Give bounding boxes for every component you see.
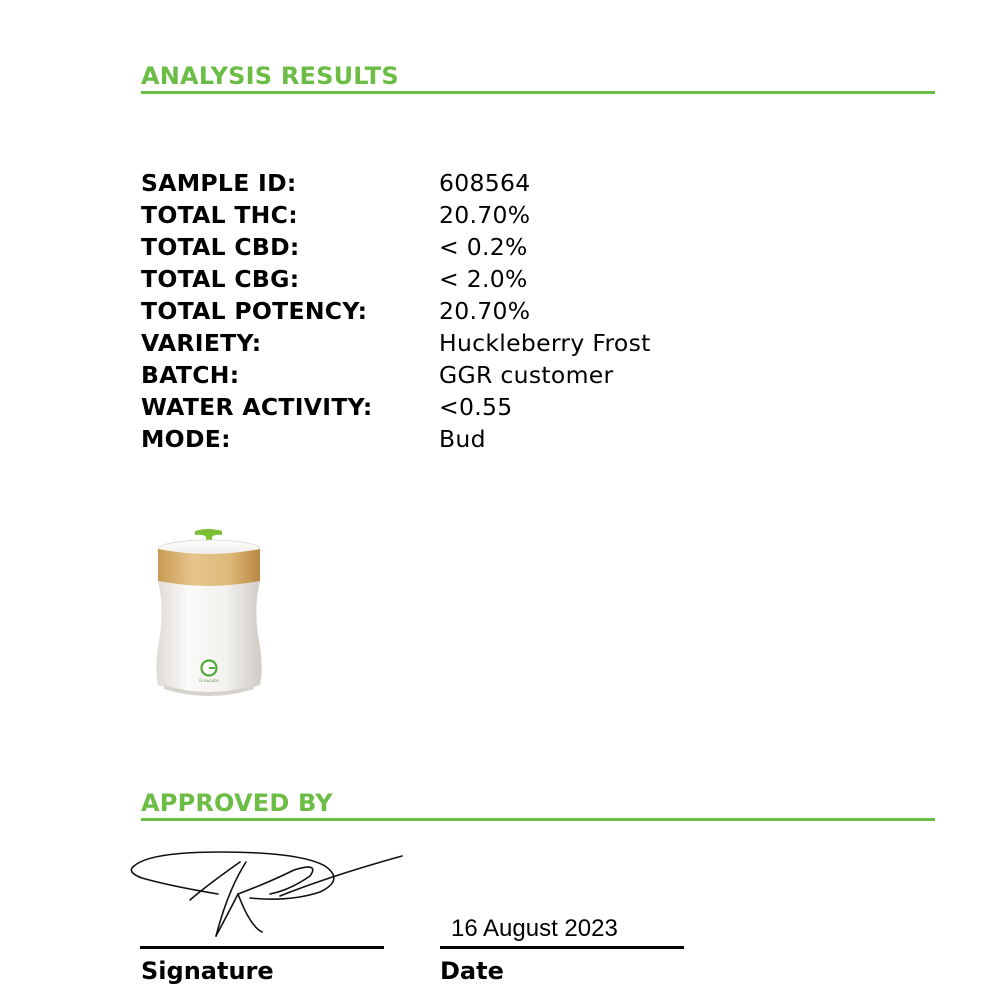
result-value: < 0.2% [439, 233, 528, 261]
result-label: TOTAL CBG: [141, 265, 300, 293]
result-label: TOTAL CBD: [141, 233, 300, 261]
result-value: Bud [439, 425, 486, 453]
signature-caption: Signature [141, 957, 274, 985]
result-label: WATER ACTIVITY: [141, 393, 373, 421]
logo-text: GrowLabs [199, 678, 219, 683]
result-row-total-potency [141, 295, 841, 327]
result-value: 20.70% [439, 297, 531, 325]
result-value: 20.70% [439, 201, 531, 229]
result-row-sample-id [141, 167, 841, 199]
result-row-total-cbg [141, 263, 841, 295]
result-value: Huckleberry Frost [439, 329, 651, 357]
result-value: <0.55 [439, 393, 513, 421]
result-label: TOTAL POTENCY: [141, 297, 368, 325]
approval-date: 16 August 2023 [451, 915, 618, 942]
result-label: VARIETY: [141, 329, 262, 357]
signature-image [120, 846, 410, 946]
result-value: GGR customer [439, 361, 614, 389]
result-row-total-thc [141, 199, 841, 231]
result-row-batch [141, 359, 841, 391]
result-row-total-cbd [141, 231, 841, 263]
result-label: TOTAL THC: [141, 201, 298, 229]
date-line [440, 946, 684, 949]
product-jar-image [150, 525, 268, 700]
result-row-water-activity [141, 391, 841, 423]
analysis-results-table [141, 167, 841, 455]
result-row-variety [141, 327, 841, 359]
result-row-mode [141, 423, 841, 455]
wood-band [158, 549, 260, 586]
result-value: 608564 [439, 169, 531, 197]
approved-by-heading: APPROVED BY [141, 789, 333, 817]
analysis-heading-rule [141, 91, 935, 94]
signature-line [140, 946, 384, 949]
result-value: < 2.0% [439, 265, 528, 293]
result-label: BATCH: [141, 361, 240, 389]
analysis-results-heading: ANALYSIS RESULTS [141, 62, 399, 90]
approved-heading-rule [141, 818, 935, 821]
result-label: SAMPLE ID: [141, 169, 297, 197]
result-label: MODE: [141, 425, 231, 453]
date-caption: Date [440, 957, 504, 985]
